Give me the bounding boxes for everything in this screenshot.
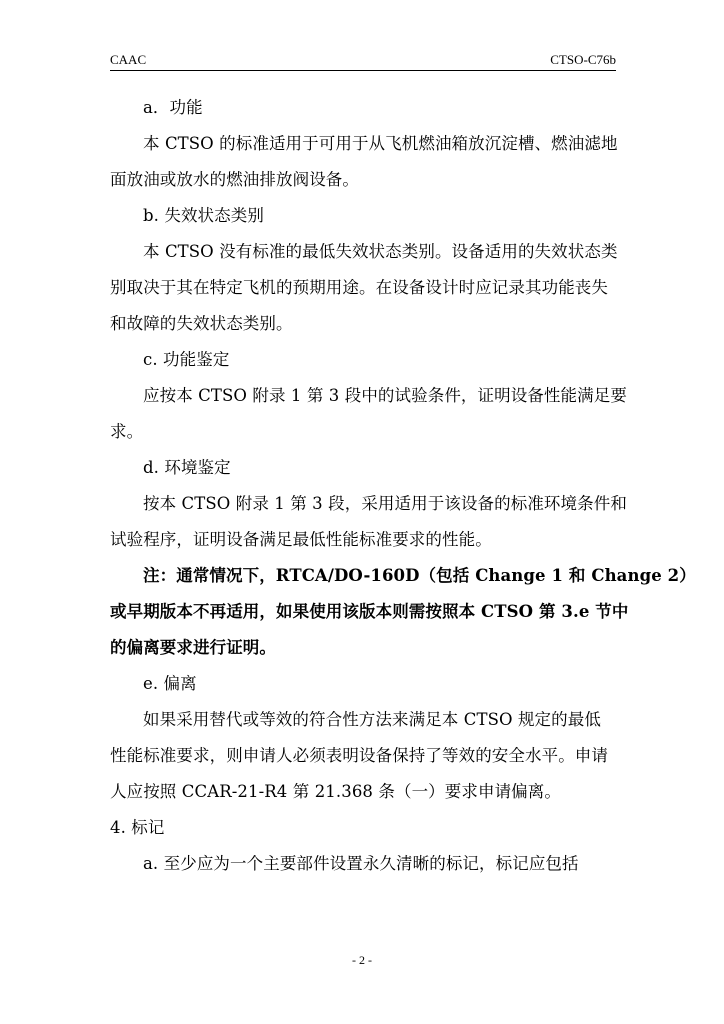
text-line: 的偏离要求进行证明。 bbox=[110, 638, 276, 657]
text-line: b. 失效状态类别 bbox=[143, 206, 264, 225]
text-line: 注：通常情况下，RTCA/DO-160D（包括 Change 1 和 Change 2） bbox=[143, 566, 696, 585]
text-line: c. 功能鉴定 bbox=[143, 350, 230, 369]
text-line: 如果采用替代或等效的符合性方法来满足本 CTSO 规定的最低 bbox=[143, 710, 601, 729]
text-line: 人应按照 CCAR-21-R4 第 21.368 条（一）要求申请偏离。 bbox=[110, 782, 561, 801]
text-line: e. 偏离 bbox=[143, 674, 197, 693]
page-header bbox=[110, 52, 616, 68]
text-line: 别取决于其在特定飞机的预期用途。在设备设计时应记录其功能丧失 bbox=[110, 278, 608, 297]
text-line: 和故障的失效状态类别。 bbox=[110, 314, 293, 333]
text-line: 按本 CTSO 附录 1 第 3 段，采用适用于该设备的标准环境条件和 bbox=[143, 494, 627, 513]
text-line: d. 环境鉴定 bbox=[143, 458, 231, 477]
header-divider bbox=[110, 70, 616, 71]
text-line: 或早期版本不再适用，如果使用该版本则需按照本 CTSO 第 3.e 节中 bbox=[110, 602, 629, 621]
text-line: 4. 标记 bbox=[110, 818, 165, 837]
text-line: 应按本 CTSO 附录 1 第 3 段中的试验条件，证明设备性能满足要 bbox=[143, 386, 627, 405]
text-line: 性能标准要求，则申请人必须表明设备保持了等效的安全水平。申请 bbox=[110, 746, 608, 765]
text-line: a. 至少应为一个主要部件设置永久清晰的标记，标记应包括 bbox=[143, 854, 579, 873]
text-line: 面放油或放水的燃油排放阀设备。 bbox=[110, 170, 359, 189]
text-line: a．功能 bbox=[143, 98, 203, 117]
page-number: - 2 - bbox=[352, 953, 372, 967]
header-organization: CAAC bbox=[110, 52, 147, 67]
text-line: 本 CTSO 的标准适用于可用于从飞机燃油箱放沉淀槽、燃油滤地 bbox=[143, 134, 618, 153]
text-line: 试验程序，证明设备满足最低性能标准要求的性能。 bbox=[110, 530, 492, 549]
text-line: 求。 bbox=[110, 422, 144, 441]
header-document-number: CTSO-C76b bbox=[550, 52, 616, 67]
text-line: 本 CTSO 没有标准的最低失效状态类别。设备适用的失效状态类 bbox=[143, 242, 618, 261]
document-body bbox=[110, 90, 696, 882]
